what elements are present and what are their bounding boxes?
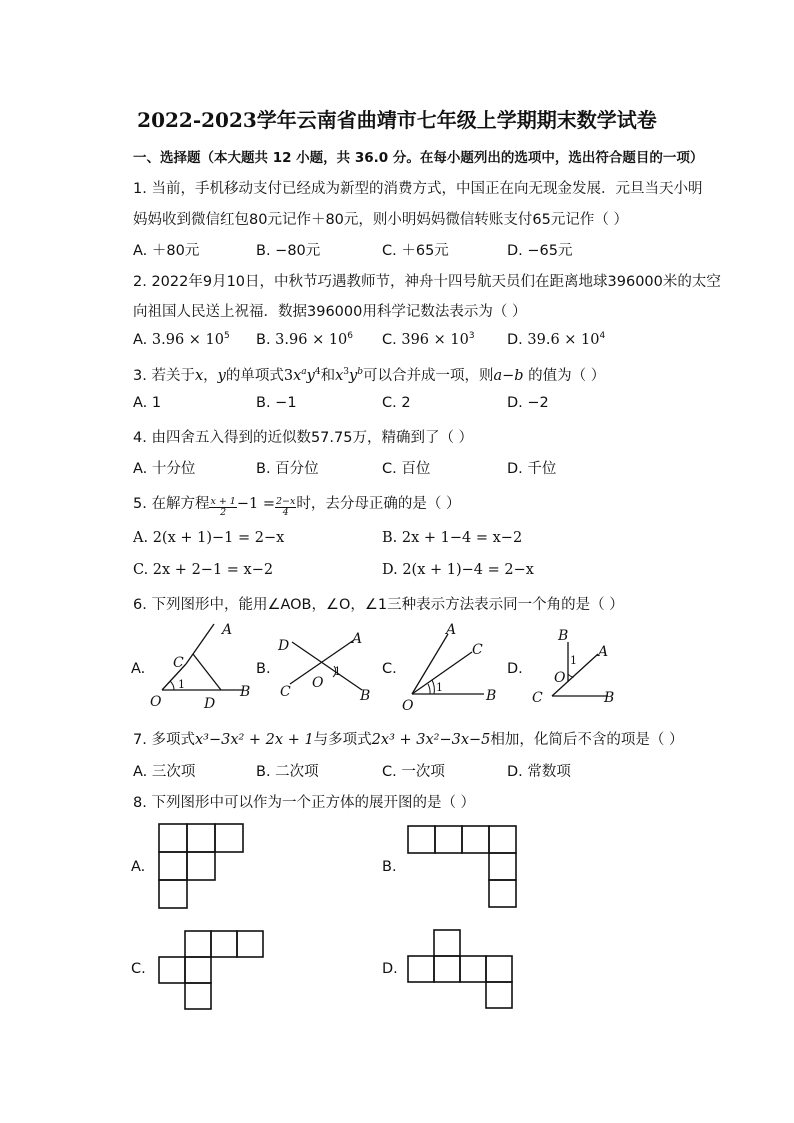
svg-text:O: O [312,675,324,691]
svg-text:B: B [558,628,569,644]
q2-option-b: B. $3.96 \times 10^6$ [256,331,354,348]
svg-text:C: C [280,684,291,700]
q2-line2: 向祖国人民送上祝福．数据396000用科学记数法表示为（ ） [133,304,527,320]
q8-net-a [159,824,249,914]
q4-option-a: A. 十分位 [133,461,196,477]
svg-text:D: D [278,638,290,654]
q8-net-d [408,930,516,1010]
svg-text:B: B [240,684,251,700]
q1-option-b: B. −80元 [256,243,321,259]
q7-option-c: C. 一次项 [382,764,445,780]
svg-text:A: A [352,631,363,647]
svg-text:1: 1 [570,654,577,667]
q4-option-d: D. 千位 [507,461,557,477]
q1-line2: 妈妈收到微信红包80元记作＋80元，则小明妈妈微信转账支付65元记作（ ） [133,212,628,228]
q3-option-b: B. −1 [256,395,297,411]
q8-net-b [408,826,520,910]
q5-option-c: C. 2x + 2−1 = x−2 [133,562,274,578]
svg-text:C: C [532,690,543,706]
svg-text:1: 1 [334,665,341,678]
svg-text:1: 1 [436,681,443,694]
svg-text:B: B [604,690,615,706]
q8-net-c [159,931,267,1011]
q6-figure-c [398,620,510,712]
q6-stem: 6. 下列图形中，能用∠AOB，∠O，∠1三种表示方法表示同一个角的是（ ） [133,597,624,613]
page-title: 2022-2023学年云南省曲靖市七年级上学期期末数学试卷 [137,108,657,132]
q8-option-b: B. [382,859,397,875]
svg-text:D: D [204,696,216,712]
q6-option-c: C. [382,661,397,677]
q6-figure-b [272,628,382,708]
q6-option-a: A. [131,661,146,677]
q1-option-c: C. ＋65元 [382,243,449,259]
q5-option-a: A. 2(x + 1)−1 = 2−x [133,530,285,546]
q7-option-d: D. 常数项 [507,764,571,780]
svg-text:O: O [150,694,162,710]
svg-text:A: A [446,622,457,638]
q7-stem: 7. 多项式x³−3x² + 2x + 1与多项式2x³ + 3x²−3x−5相加，化简后不含的项是（ ） [133,732,684,748]
svg-text:O: O [554,670,566,686]
q1-option-d: D. −65元 [507,243,573,259]
svg-text:B: B [360,688,371,704]
q5-stem: 5. 在解方程 $\frac{x + 1}{2}$ −1 = $\frac{2-x}{4}$ 时，去分母正确的是（ ） [133,496,461,518]
q2-line1: 2. 2022年9月10日，中秋节巧遇教师节，神舟十四号航天员们在距离地球396000米的太空 [133,274,721,290]
q4-option-c: C. 百位 [382,461,431,477]
q8-stem: 8. 下列图形中可以作为一个正方体的展开图的是（ ） [133,795,476,811]
q4-stem: 4. 由四舍五入得到的近似数57.75万，精确到了（ ） [133,430,474,446]
q3-option-d: D. −2 [507,395,549,411]
q2-option-a: A. $3.96 \times 10^5$ [133,331,230,348]
q8-option-a: A. [131,859,146,875]
svg-text:C: C [472,642,483,658]
q3-option-a: A. 1 [133,395,162,411]
q4-option-b: B. 百分位 [256,461,319,477]
svg-text:A: A [598,644,609,660]
q2-option-d: D. $39.6 \times 10^4$ [507,331,606,348]
q7-option-a: A. 三次项 [133,764,196,780]
q6-figure-a [148,620,258,712]
svg-text:1: 1 [178,678,185,691]
q8-option-d: D. [382,961,398,977]
q8-option-c: C. [131,961,146,977]
svg-text:C: C [173,655,184,671]
q6-option-d: D. [507,661,523,677]
q1-option-a: A. ＋80元 [133,243,200,259]
q6-option-b: B. [256,661,271,677]
q6-figure-d [524,624,624,712]
q3-option-c: C. 2 [382,395,411,411]
q1-line1: 1. 当前，手机移动支付已经成为新型的消费方式，中国正在向无现金发展．元旦当天小明 [133,181,703,197]
svg-text:O: O [402,698,414,714]
q5-option-b: B. 2x + 1−4 = x−2 [382,530,523,546]
q3-stem: 3. 若关于x，y的单项式$3x^ay^4$和$x^3y^b$可以合并成一项，则a−b 的值为（ ） [133,367,606,384]
q5-option-d: D. 2(x + 1)−4 = 2−x [382,562,534,578]
q7-option-b: B. 二次项 [256,764,319,780]
svg-text:B: B [486,688,497,704]
svg-text:A: A [222,622,233,638]
section-heading: 一、选择题（本大题共 12 小题，共 36.0 分。在每小题列出的选项中，选出符合题目的一项） [133,150,704,166]
q2-option-c: C. $396 \times 10^3$ [382,331,475,348]
